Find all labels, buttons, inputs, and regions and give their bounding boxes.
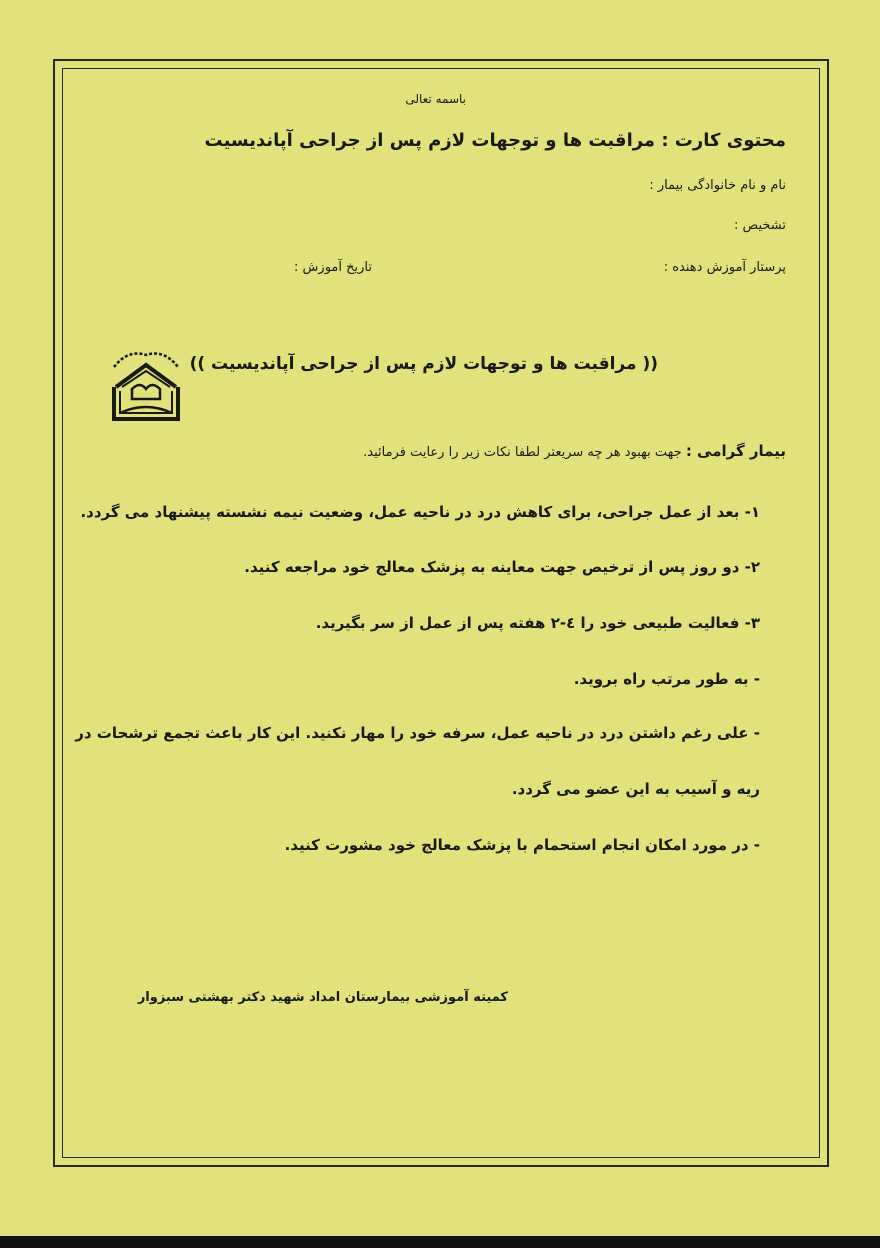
main-heading: (( مراقبت ها و توجهات لازم پس از جراحی آپاندیسیت )) (189, 354, 658, 374)
instruction-item: - در مورد امکان انجام استحمام با پزشک معالج خود مشورت کنید. (284, 836, 760, 854)
instruction-item: ۳- فعالیت طبیعی خود را ٤-۲ هفته پس از عمل از سر بگیرید. (315, 614, 760, 632)
footer-committee: کمیته آموزشی بیمارستان امداد شهید دکتر بهشتی سبزوار (137, 990, 508, 1005)
instruction-item: - به طور مرتب راه بروید. (573, 670, 760, 688)
greeting-bold: بیمار گرامی : (685, 442, 786, 460)
instruction-item: - علی رغم داشتن درد در ناحیه عمل، سرفه خود را مهار نکنید. این کار باعث تجمع ترشحات در (75, 724, 760, 742)
book-emblem-icon (108, 345, 184, 425)
greeting (363, 442, 786, 460)
instruction-item: ریه و آسیب به این عضو می گردد. (511, 780, 760, 798)
invocation: باسمه تعالی (405, 92, 466, 106)
instruction-item: ۲- دو روز پس از ترخیص جهت معاینه به پزشک معالج خود مراجعه کنید. (244, 558, 760, 576)
nurse-label: پرستار آموزش دهنده : (663, 260, 786, 275)
card-title: محتوی کارت : مراقبت ها و توجهات لازم پس از جراحی آپاندیسیت (204, 130, 786, 151)
greeting-text: جهت بهبود هر چه سریعتر لطفا نکات زیر را رعایت فرمائید. (363, 445, 682, 460)
instruction-item: ۱- بعد از عمل جراحی، برای کاهش درد در ناحیه عمل، وضعیت نیمه نشسته پیشنهاد می گردد. (80, 503, 760, 521)
scan-edge (0, 1236, 880, 1248)
patient-name-label: نام و نام خانوادگی بیمار : (649, 178, 786, 193)
date-label: تاریخ آموزش : (294, 260, 372, 275)
diagnosis-label: تشخیص : (734, 218, 786, 233)
